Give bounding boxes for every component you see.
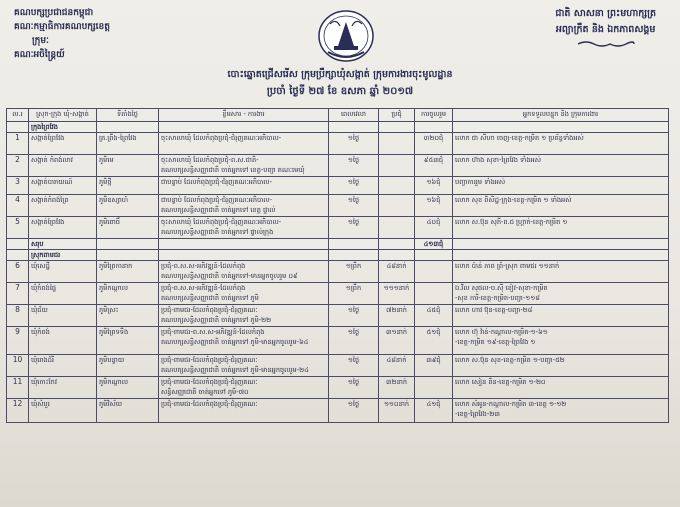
commune-name: ឃុំជ័យ [31, 306, 48, 314]
ornament-divider-icon [576, 40, 636, 48]
row-number: 9 [15, 327, 20, 336]
row-number: 2 [15, 155, 20, 164]
activity-content: គណបក្សសន្ធិសញ្ញាជាតិ ចាត់អ្នកទៅ ភូមិ-២២ [161, 316, 272, 324]
activity-content: ជាបន្ទាប់ ដែលកំពុងប្រជុំ-ជំរុញគណៈអភិបាល- [161, 178, 272, 186]
commune-name: ឃុំរោងដំរី [31, 356, 55, 364]
responsible-team: លោក ស.ប៊ុន សុភី-ព.ជ ហ្រ្គាក់-ខេត្ត-កម្រិត ១ [455, 218, 568, 226]
attendance: ៣៩ជុំ [426, 356, 441, 364]
standing-committee: គណៈអចិន្ត្រៃយ៍ [14, 50, 65, 60]
section-label: សរុប [31, 240, 44, 248]
location: ភូមិបន្ទាយ [99, 356, 125, 364]
table-row [7, 155, 669, 177]
section-label: ក្រុងព្រៃវែង [31, 123, 58, 131]
party-emblem-icon [316, 8, 376, 64]
attendance: ១៦ជុំ [426, 178, 441, 186]
table-row [7, 133, 669, 155]
duration: ១ថ្ងៃ [347, 378, 360, 386]
responsible-team: លោក សុខ ពិសិដ្ឋ-ក្រុង-ខេត្ត-កម្រិត ១ ទាំងអស់ [455, 196, 572, 204]
duration: ១ថ្ងៃ [347, 134, 360, 142]
col-header: ការចូលរួម [415, 109, 453, 122]
activity-content: ចុះសាលាឃុំ ដែលកំពុងប្រជុំ-ជំរុញគណៈអភិបាល- [161, 218, 282, 226]
meeting-count: ៤៨នាក់ [386, 262, 407, 270]
commune-name: ឃុំកោះកែវ [31, 378, 57, 386]
location: ភូមិវិស័យ [99, 400, 123, 408]
activity-content: ជាបន្ទាប់ ដែលកំពុងប្រជុំ-ជំរុញគណៈអភិបាល- [161, 196, 272, 204]
commune-name: សង្កាត់កំពង់ព្រៃ [31, 196, 69, 204]
activity-content: ចុះសាលាឃុំ ដែលកំពុងប្រជុំ-ព.ស.ជាតិ- [161, 156, 259, 164]
location: ភូមិព្រៃកានាក [99, 262, 133, 270]
table-row [7, 261, 669, 283]
header-right [555, 6, 656, 48]
commune-name: សង្កាត់បារាយណ៍ [31, 178, 73, 186]
activity-content: ចុះសាលាឃុំ ដែលកំពុងប្រជុំ-ជំរុញគណៈអភិបាល- [161, 134, 282, 142]
responsible-team: លោក ហ៊ាង សុខា-ព្រៃវែង ទាំងអស់ [455, 156, 541, 164]
duration: ១ព្រឹក [345, 262, 362, 270]
party-name: គណបក្សប្រជាជនកម្ពុជា [14, 8, 94, 18]
col-header: ប្រជុំ [379, 109, 415, 122]
row-number: 3 [15, 177, 20, 186]
commune-name: ឃុំកំពង់ផ្ទៃ [31, 284, 57, 292]
responsible-team: លោក ហ៊ុ វ៉ាន់-កណ្ដាល-កម្រិត-១-៦១ [455, 328, 548, 336]
duration: ១ថ្ងៃ [347, 196, 360, 204]
header-left [14, 6, 110, 62]
activity-content: ប្រជុំ-ពាមជរ-ដែលកំពុងប្រជុំ-ជំរុញគណៈ [161, 356, 258, 364]
commune-name: ឃុំកំពង់ [31, 328, 50, 336]
activity-content: ប្រជុំ-ពាមជរ-ដែលកំពុងប្រជុំ-ជំរុញគណៈ [161, 378, 258, 386]
responsible-team: លោក សំអូន-កណ្ដាល-កម្រិត ៣-ខេត្ត ១-១២ [455, 400, 567, 408]
activity-content: ប្រជុំ-ពាមជរ-ដែលកំពុងប្រជុំ-ជំរុញគណៈ [161, 306, 258, 314]
section-label: ស្រុកពាមជរ [31, 251, 61, 259]
responsible-team: លោក ប៉ាន់ ភាព ព្រំ-ស្រុក ពាមជរ ១១នាក់ [455, 262, 560, 270]
section-row [7, 122, 669, 133]
col-header: ល.រ [7, 109, 29, 122]
meeting-count: ១១១នាក់ [383, 284, 410, 292]
attendance: ៤១ជុំ [426, 400, 441, 408]
table-row [7, 195, 669, 217]
location: ភូមិកណ្ដាល [99, 284, 128, 292]
attendance: ៣២០ជុំ [423, 134, 444, 142]
row-number: 8 [15, 305, 20, 314]
col-header: ខ្លឹមសារ - ការងារ [159, 109, 329, 122]
commune-name: សង្កាត់ព្រៃវែង [31, 134, 65, 142]
location: គ្រ.ព្រឹង-ព្រៃវែង [99, 134, 137, 142]
commune-name: សង្កាត់ កំពង់លាវ [31, 156, 73, 164]
location: ភូមិមេ [99, 156, 114, 164]
location: ភូមិពោធិ៍ [99, 218, 120, 226]
summary-attendance: ៤១៣ជុំ [423, 240, 444, 248]
group-label: ក្រុមៈ [32, 36, 49, 46]
responsible-team: -ខេត្ត-កម្រិត ១៩-ខេត្ត-ព្រៃវែង ១ [455, 338, 536, 346]
activity-content: ប្រជុំ-ពាមជរ-ដែលកំពុងប្រជុំ-ជំរុញគណៈ [161, 400, 258, 408]
table-row [7, 377, 669, 399]
activity-content: គណបក្សសន្ធិសញ្ញាជាតិ ចាត់អ្នកទៅ-មានអ្នកចូលរួម ០៩ [161, 272, 298, 280]
responsible-team: -ខេត្ត-ព្រៃវែង-២៣ [455, 410, 500, 418]
duration: ១ថ្ងៃ [347, 306, 360, 314]
row-number: 12 [12, 399, 23, 408]
location: ភូមិកណ្ដាល [99, 378, 128, 386]
attendance: ៩៥៣ជុំ [423, 156, 444, 164]
col-header: អ្នកទទួលបន្ទុក និង ក្រុមការងារ [453, 109, 669, 122]
responsible-team: បញ្ជាការរួម ទាំងអស់ [455, 178, 506, 186]
commune-name: ឃុំសេដ្ឋី [31, 262, 50, 270]
row-number: 5 [15, 217, 20, 226]
location: ភូមិឧស្សាហ៍ [99, 196, 129, 204]
commune-name: សង្កាត់ព្រៃវែង [31, 218, 65, 226]
row-number: 7 [15, 283, 20, 292]
responsible-team: ឯ.វីល សុផល-ប.ស៊ី ខៀវ-សុខា-កម្រិត [455, 284, 548, 292]
table-row [7, 283, 669, 305]
duration: ១ថ្ងៃ [347, 218, 360, 226]
responsible-team: លោក សៀន ពិន-ខេត្ត-កម្រិត ១-២០ [455, 378, 546, 386]
activity-content: គណបក្សសន្ធិសញ្ញាជាតិ ចាត់អ្នកទៅ ភូមិ [161, 294, 259, 302]
responsible-team: -សុខ ការី-ខេត្ត-កម្រិត-បញ្ជា-១១៨ [455, 294, 540, 302]
table-row [7, 177, 669, 195]
row-number: 4 [15, 195, 20, 204]
duration: ១ថ្ងៃ [347, 328, 360, 336]
responsible-team: លោក ជា សីហា ចេញ-ខេត្ត-កម្រិត ១ ប្រព័ន្ធទាំងអស់ [455, 134, 584, 142]
neutrality-motto: អព្យាក្រឹត និង ឯកភាពសង្គម [555, 24, 656, 35]
meeting-count: ៧២នាក់ [386, 306, 407, 314]
duration: ១ព្រឹក [345, 284, 362, 292]
responsible-team: លោក ស.ប៊ុន សុខ-ខេត្ត-កម្រិត ១-បញ្ជា-៥២ [455, 356, 565, 364]
location: ភូមិថ្មី [99, 178, 112, 186]
meeting-count: ៣១នាក់ [385, 328, 408, 336]
section-row [7, 239, 669, 250]
table-row [7, 399, 669, 423]
committee-name: គណៈកម្មាធិការគណបក្សខេត្ត [14, 22, 110, 32]
activity-content: សន្ធិសញ្ញាជាតិ ចាត់អ្នកទៅ ភូមិ-៧០ [161, 388, 249, 396]
responsible-team: លោក ហាវ ប៊ុន-ខេត្ត-បញ្ជា-២៨ [455, 306, 533, 314]
table-header-row [7, 109, 669, 122]
attendance: ៤៥ជុំ [426, 306, 441, 314]
commune-name: ឃុំសំបួរ [31, 400, 50, 408]
meeting-count: ១១០នាក់ [383, 400, 410, 408]
attendance: ១៦ជុំ [426, 196, 441, 204]
col-header: ទីតាំងថ្លៃ [97, 109, 159, 122]
activity-content: ប្រជុំ-ព.ស.ស-អភិវឌ្ឍន៍-ដែលកំពុង [161, 262, 246, 270]
col-header: ពេលវេលា [329, 109, 379, 122]
row-number: 1 [15, 133, 20, 142]
activity-content: គណបក្សសន្ធិសញ្ញាជាតិ ចាត់អ្នកទៅ ភូមិ-មានអ្នកចូលរួម-២៤ [161, 366, 309, 374]
location: ភូមិស្រះ [99, 306, 119, 314]
duration: ១ថ្ងៃ [347, 156, 360, 164]
table-row [7, 217, 669, 239]
document-title: បោះឆ្នោតជ្រើសរើស ក្រុមប្រឹក្សាឃុំសង្កាត់ ក្រុមការងារចុះមូលដ្ឋាន [227, 69, 453, 80]
duration: ១ថ្ងៃ [347, 178, 360, 186]
schedule-table [6, 108, 669, 423]
duration: ១ថ្ងៃ [347, 356, 360, 364]
location: ភូមិព្រៃទទឹង [99, 328, 129, 336]
activity-content: គណបក្សសន្ធិសញ្ញាជាតិ ចាត់អ្នកទៅ ភូមិ-មានអ្នកចូលរួម-៦៤ [161, 338, 309, 346]
table-row [7, 305, 669, 327]
section-row [7, 250, 669, 261]
activity-content: គណបក្សសន្ធិសញ្ញាជាតិ ចាត់អ្នកទៅ ខេត្ត ផ្ទាល់ [161, 206, 276, 214]
row-number: 11 [12, 377, 23, 386]
kingdom-motto: ជាតិ សាសនា ព្រះមហាក្សត្រ [555, 8, 656, 19]
activity-content: ប្រជុំ-ពាមជរ-ព.ស.ស-អភិវឌ្ឍន៍-ដែលកំពុង [161, 328, 265, 336]
attendance: ៤០ជុំ [426, 218, 441, 226]
col-header: ស្រុក-ក្រុង ឃុំ-សង្កាត់ [29, 109, 97, 122]
attendance: ៥១ជុំ [426, 328, 441, 336]
row-number: 6 [15, 261, 20, 270]
activity-content: ប្រជុំ-ព.ស.ស-អភិវឌ្ឍន៍-ដែលកំពុង [161, 284, 246, 292]
activity-content: គណបក្សសន្ធិសញ្ញាជាតិ ចាត់អ្នកទៅ ខេត្ត-បញ្ជា គណៈមេឃុំ [161, 166, 305, 174]
row-number: 10 [12, 355, 23, 364]
document-date: ប្រចាំ ថ្ងៃទី ២៧ ខែ ឧសភា ឆ្នាំ ២០១៧ [266, 86, 414, 97]
duration: ១ថ្ងៃ [347, 400, 360, 408]
table-row [7, 327, 669, 355]
meeting-count: ៤៨នាក់ [386, 356, 407, 364]
table-row [7, 355, 669, 377]
meeting-count: ៣២នាក់ [385, 378, 408, 386]
activity-content: គណបក្សសន្ធិសញ្ញាជាតិ ចាត់អ្នកទៅ ផ្ទាល់ក្រុង [161, 228, 274, 236]
